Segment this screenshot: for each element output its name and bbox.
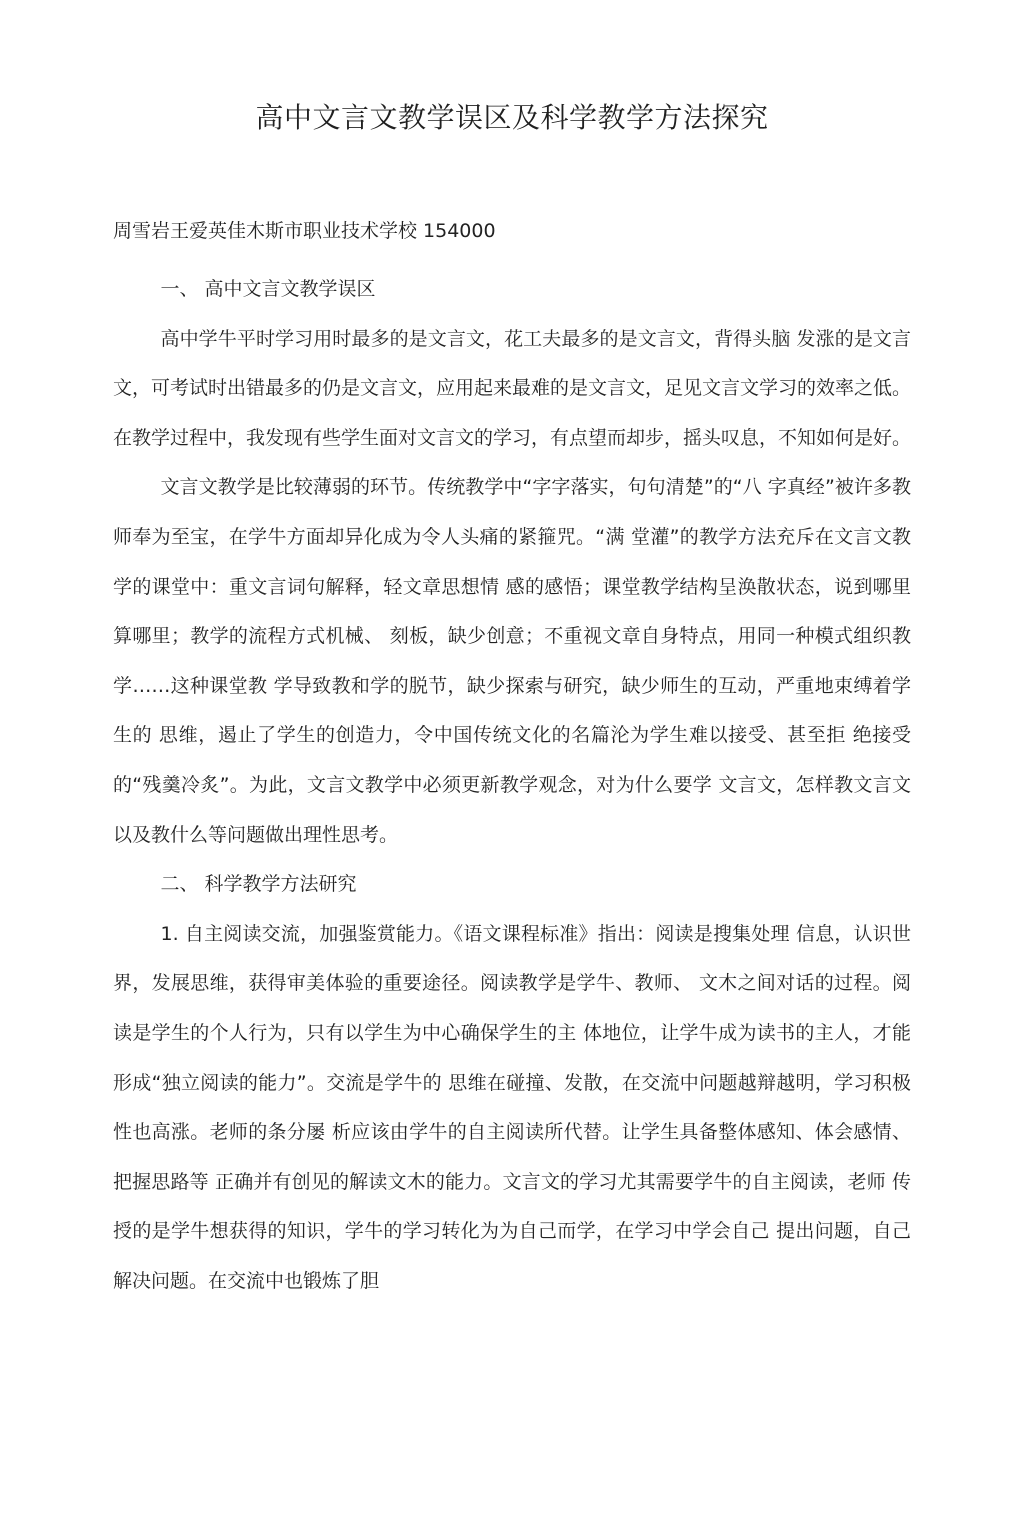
author-line: 周雪岩王爱英佳木斯市职业技术学校 154000 bbox=[113, 220, 496, 242]
document-body bbox=[113, 265, 911, 1306]
paragraph: 文言文教学是比较薄弱的环节。传统教学中“字字落实，句句清楚”的“八 字真经”被许多教师奉为至宝，在学牛方面却异化成为令人头痛的紧箍咒。“满 堂灌”的教学方法充斥在文言文教学的课堂中：重文言词句解释，轻文章思想情 感的感悟；课堂教学结构呈涣散状态，说到哪里算哪里；教学的流程方式机械、 刻板，缺少创意；不重视文章自身特点，用同一种模式组织教学……这种课堂教 学导致教和学的脱节，缺少探索与研究，缺少师生的互动，严重地束缚着学生的 思维，遏止了学生的创造力，令中国传统文化的名篇沦为学生难以接受、甚至拒 绝接受的“残羹冷炙”。为此，文言文教学中必须更新教学观念，对为什么要学 文言文，怎样教文言文以及教什么等问题做出理性思考。 bbox=[113, 476, 911, 846]
section-heading-2: 二、 科学教学方法研究 bbox=[160, 873, 357, 896]
paragraph: 高中学牛平时学习用时最多的是文言文，花工夫最多的是文言文，背得头脑 发涨的是文言文，可考试时出错最多的仍是文言文，应用起来最难的是文言文，足见文言文学习的效率之低。在教学过程中，我发现有些学生面对文言文的学习，有点望而却步，摇头叹息，不知如何是好。 bbox=[113, 327, 912, 449]
document-title: 高中文言文教学误区及科学教学方法探究 bbox=[255, 101, 769, 134]
section-heading-1: 一、 高中文言文教学误区 bbox=[160, 278, 376, 300]
paragraph: 1. 自主阅读交流，加强鉴赏能力。《语文课程标准》指出：阅读是搜集处理 信息，认识世界，发展思维，获得审美体验的重要途径。阅读教学是学牛、教师、 文木之间对话的过程。阅读是学生的个人行为，只有以学生为中心确保学生的主 体地位，让学牛成为读书的主人，才能形成“独立阅读的能力”。交流是学牛的 思维在碰撞、发散，在交流中问题越辩越明，学习积极性也高涨。老师的条分屡 析应该由学牛的自主阅读所代替。让学生具备整体感知、体会感情、把握思路等 正确并有创见的解读文木的能力。文言文的学习尤其需要学牛的自主阅读，老师 传授的是学牛想获得的知识，学牛的学习转化为为自己而学，在学习中学会自己 提出问题，自己解决问题。在交流中也锻炼了胆 bbox=[113, 922, 911, 1292]
